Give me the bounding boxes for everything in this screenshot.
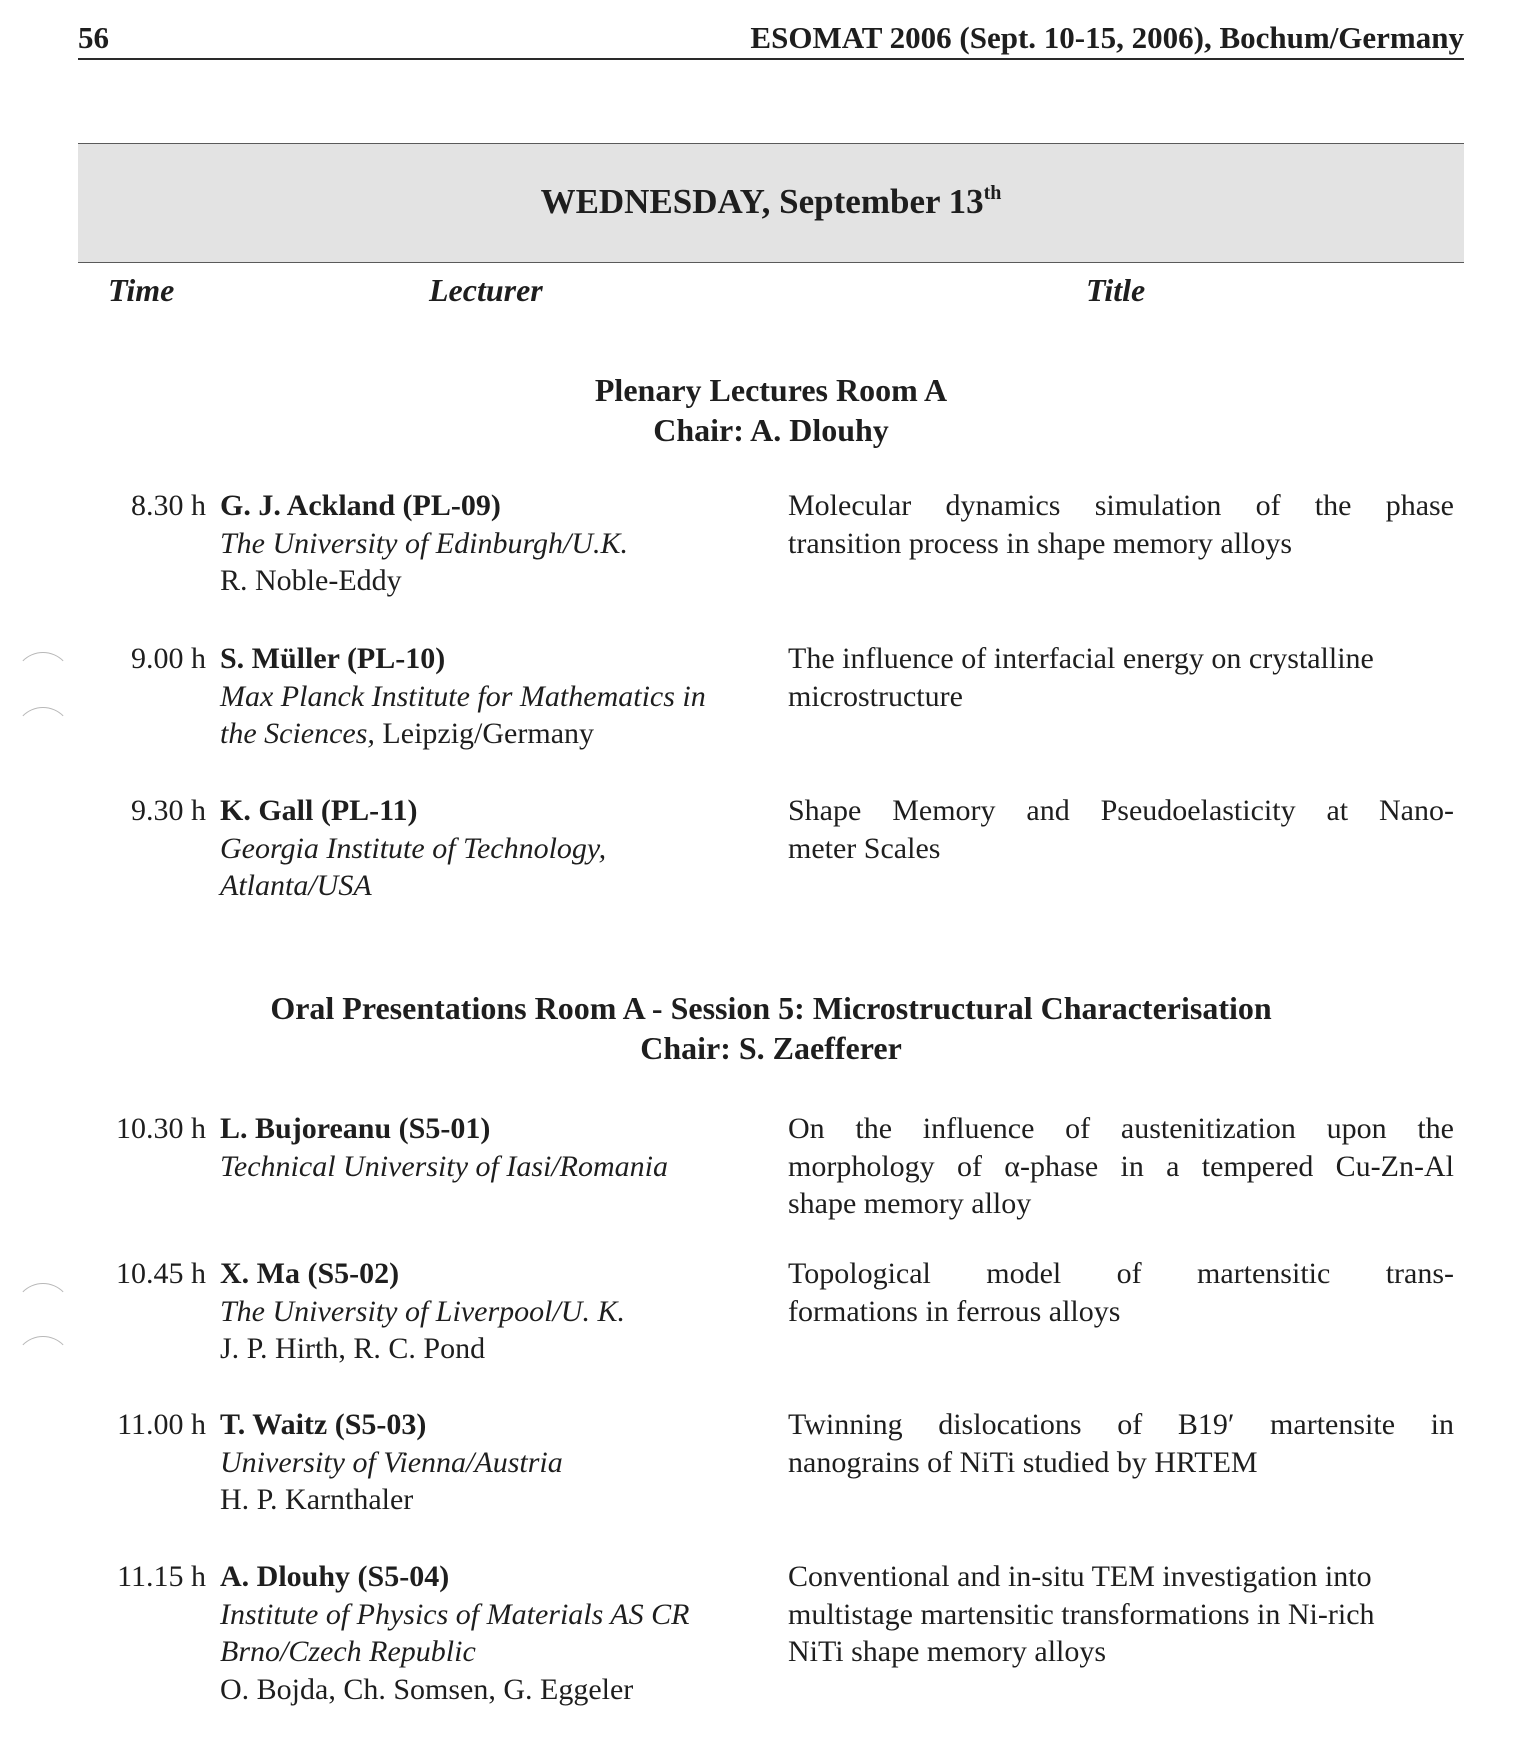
lecturer-affiliation: The University of Liverpool/U. K. xyxy=(220,1294,625,1328)
entry-title xyxy=(788,1558,1454,1671)
column-heading-lecturer: Lecturer xyxy=(429,272,543,308)
lecturer-name: T. Waitz (S5-03) xyxy=(220,1408,427,1441)
lecturer-affiliation: Institute of Physics of Materials AS CR xyxy=(220,1597,690,1631)
entry-lecturer xyxy=(220,487,765,600)
title-line: nanograins of NiTi studied by HRTEM xyxy=(788,1445,1258,1479)
title-line: NiTi shape memory alloys xyxy=(788,1635,1107,1668)
binder-hole-mark xyxy=(14,707,72,765)
conference-title: ESOMAT 2006 (Sept. 10-15, 2006), Bochum/Germany xyxy=(750,20,1464,55)
lecturer-name: A. Dlouhy (S5-04) xyxy=(220,1560,450,1593)
lecturer-affiliation: the Sciences, xyxy=(220,717,375,750)
entry-time: 10.45 h xyxy=(116,1257,206,1290)
entry-lecturer xyxy=(220,640,765,753)
column-heading-title: Title xyxy=(1086,272,1146,308)
entry-lecturer xyxy=(220,1406,765,1519)
session-heading xyxy=(78,988,1464,1068)
page-number: 56 xyxy=(78,20,109,55)
lecturer-affiliation-line xyxy=(220,715,765,753)
day-title-suffix: th xyxy=(983,182,1002,204)
day-banner xyxy=(78,143,1464,263)
running-header xyxy=(78,18,1464,60)
binder-hole-mark xyxy=(14,652,72,710)
title-line: Shape Memory and Pseudoelasticity at Nano- xyxy=(788,794,1454,827)
entry-title xyxy=(788,1110,1454,1223)
lecturer-affiliation: Technical University of Iasi/Romania xyxy=(220,1149,669,1183)
entry-time: 11.00 h xyxy=(117,1408,206,1441)
title-line: Molecular dynamics simulation of the phase xyxy=(788,489,1454,522)
lecturer-location: Leipzig/Germany xyxy=(374,717,595,750)
entry-time: 11.15 h xyxy=(117,1560,206,1593)
title-line: multistage martensitic transformations in Ni-rich xyxy=(788,1597,1375,1631)
lecturer-name: K. Gall (PL-11) xyxy=(220,794,418,827)
title-line: microstructure xyxy=(788,679,963,713)
lecturer-affiliation: The University of Edinburgh/U.K. xyxy=(220,526,629,560)
entry-time: 10.30 h xyxy=(116,1112,206,1145)
binder-hole-mark xyxy=(14,1336,72,1394)
title-line: On the influence of austenitization upon the xyxy=(788,1112,1454,1145)
day-title-text: WEDNESDAY, September 13 xyxy=(540,182,984,221)
entry-time: 8.30 h xyxy=(131,489,206,522)
entry-title xyxy=(788,792,1454,867)
coauthors: J. P. Hirth, R. C. Pond xyxy=(220,1332,486,1365)
binder-hole-mark xyxy=(14,1283,72,1341)
lecturer-name: X. Ma (S5-02) xyxy=(220,1257,400,1290)
lecturer-affiliation: Atlanta/USA xyxy=(220,869,372,902)
lecturer-name: L. Bujoreanu (S5-01) xyxy=(220,1112,491,1145)
session-title: Oral Presentations Room A - Session 5: Microstructural Characterisation xyxy=(270,990,1272,1026)
lecturer-affiliation: University of Vienna/Austria xyxy=(220,1445,563,1479)
entry-title xyxy=(788,640,1454,715)
session-chair: Chair: S. Zaefferer xyxy=(640,1030,902,1066)
column-heading-time: Time xyxy=(108,272,175,308)
lecturer-name: S. Müller (PL-10) xyxy=(220,642,446,675)
session-heading xyxy=(78,370,1464,450)
entry-title xyxy=(788,487,1454,562)
day-title xyxy=(78,182,1464,222)
title-line: shape memory alloy xyxy=(788,1187,1032,1220)
title-line: Conventional and in-situ TEM investigation into xyxy=(788,1560,1372,1593)
session-title: Plenary Lectures Room A xyxy=(594,372,948,408)
entry-time: 9.00 h xyxy=(131,642,206,675)
lecturer-name: G. J. Ackland (PL-09) xyxy=(220,489,501,522)
entry-lecturer xyxy=(220,792,765,905)
coauthors: H. P. Karnthaler xyxy=(220,1483,414,1516)
coauthors: R. Noble-Eddy xyxy=(220,564,402,597)
entry-time: 9.30 h xyxy=(131,794,206,827)
lecturer-affiliation: Georgia Institute of Technology, xyxy=(220,831,607,865)
coauthors: O. Bojda, Ch. Somsen, G. Eggeler xyxy=(220,1672,634,1706)
title-line: Twinning dislocations of B19′ martensite in xyxy=(788,1408,1454,1441)
entry-lecturer xyxy=(220,1558,765,1708)
entry-title xyxy=(788,1406,1454,1481)
title-line: transition process in shape memory alloys xyxy=(788,526,1293,560)
title-line: The influence of interfacial energy on crystalline xyxy=(788,642,1374,675)
entry-title xyxy=(788,1255,1454,1330)
title-line: meter Scales xyxy=(788,831,941,865)
entry-lecturer xyxy=(220,1255,765,1368)
session-chair: Chair: A. Dlouhy xyxy=(653,412,889,448)
lecturer-affiliation: Max Planck Institute for Mathematics in xyxy=(220,679,706,713)
title-line: Topological model of martensitic trans- xyxy=(788,1257,1454,1290)
lecturer-affiliation: Brno/Czech Republic xyxy=(220,1635,476,1668)
title-line: formations in ferrous alloys xyxy=(788,1294,1121,1328)
title-line: morphology of α-phase in a tempered Cu-Zn-Al xyxy=(788,1149,1454,1183)
entry-lecturer xyxy=(220,1110,765,1185)
